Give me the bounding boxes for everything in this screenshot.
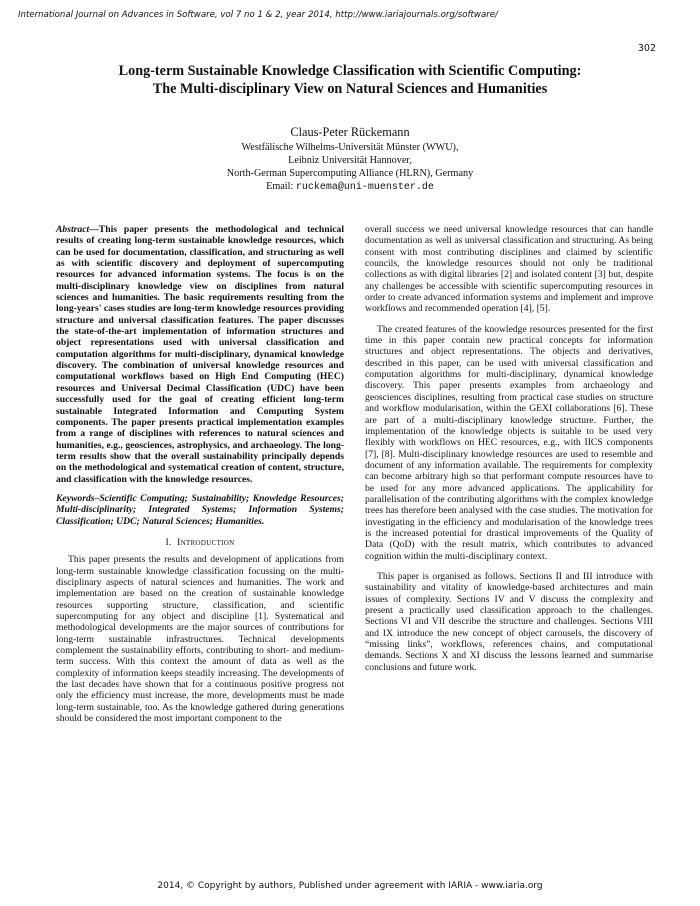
left-column: [56, 224, 344, 724]
intro-paragraph-3: This paper is organised as follows. Sections II and III introduce with sustainability and vitality of knowledge-based architectures and main issues of complexity. Sections IV and V discuss the complexity and present a practically used classification approach to the challenges. Sections VI and VII describe the structure and challenges. Sections VIII and IX introduce the new concept of object carousels, the discovery of “missing links”, workflows, references chains, and computational demands. Sections X and XI discuss the lessons learned and summarise conclusions and future work.: [365, 570, 653, 673]
affiliation-2: Leibniz Universität Hannover,: [288, 155, 412, 166]
author-name: Claus-Peter Rückemann: [290, 125, 410, 139]
affiliation-3: North-German Supercomputing Alliance (HLRN), Germany: [226, 168, 474, 179]
copyright-footer: 2014, © Copyright by authors, Published under agreement with IARIA - www.iaria.org: [157, 881, 543, 891]
email-address: ruckema@uni-muenster.de: [295, 182, 434, 193]
abstract: [56, 224, 344, 485]
section-heading: [56, 537, 344, 548]
section-title: Introduction: [177, 536, 235, 548]
author-block: [40, 124, 660, 194]
abstract-label: Abstract: [56, 224, 90, 235]
paper-title: [40, 62, 660, 98]
abstract-text: —This paper presents the methodological and technical results of creating long-term sustainable knowledge resources, which can be used for documentation, classification, and structuring as well as with scientific discovery and deployment of supercomputing resources for advanced information systems. The focus is on the multi-disciplinary knowledge view on disciplines from natural sciences and humanities. The basic requirements resulting from the long-years' cases studies are long-term knowledge resources providing structure and universal classification features. The paper discusses the state-of-the-art implementation of information structures and object representations used with universal classification and computation algorithms for multi-disciplinary, dynamical knowledge discovery. The combination of universal knowledge resources and computational workflows based on High End Computing (HEC) resources and Universal Decimal Classification (UDC) have been successfully used for the goal of creating efficient long-term sustainable Integrated Information and Computing System components. The paper presents practical implementation examples from a range of disciplines with references to natural sciences and humanities, e.g., geosciences, astrophysics, and archaeology. The long-term results show that the overall sustainability principally depends on the methodological and systematical creation of content, structure, and classification with the knowledge resources.: [56, 224, 344, 485]
right-column: [365, 224, 653, 673]
title-line-2: The Multi-disciplinary View on Natural Sciences and Humanities: [152, 81, 548, 97]
section-number: I.: [165, 536, 172, 548]
email-line: [40, 180, 660, 194]
page-number: 302: [637, 43, 656, 54]
journal-header: International Journal on Advances in Software, vol 7 no 1 & 2, year 2014, http://www.iariajournals.org/software/: [18, 10, 498, 20]
title-line-1: Long-term Sustainable Knowledge Classification with Scientific Computing:: [118, 63, 582, 79]
affiliation-1: Westfälische Wilhelms-Universität Münster (WWU),: [241, 142, 459, 153]
email-label: Email:: [266, 181, 294, 192]
keywords: Keywords–Scientific Computing; Sustainability; Knowledge Resources; Multi-disciplinarity; Integrated Systems; Information Systems; Classification; UDC; Natural Sciences; Humanities.: [56, 492, 344, 527]
intro-paragraph-1: This paper presents the results and development of applications from long-term sustainable knowledge classification focussing on the multi-disciplinary aspects of natural sciences and humanities. The work and implementation are based on the creation of sustainable knowledge resources supporting structure, classification, and scientific supercomputing for any object and discipline [1]. Systematical and methodological developments are the major sources of contributions for long-term sustainable infrastructures. Technical developments complement the sustainability efforts, contributing to short- and medium-term success. With this context the amount of data as well as the complexity of information keeps steadily increasing. The developments of the last decades have shown that for a continuous positive progress not only the efficiency must increase, the more, developments must be made long-term sustainable, too. As the knowledge gathered during generations should be considered the most important component to the: [56, 554, 344, 725]
intro-paragraph-2: The created features of the knowledge resources presented for the first time in this paper contain new practical concepts for information structures and object representations. The objects and derivatives, described in this paper, can be used with universal classification and computation algorithms for multi-disciplinary, dynamical knowledge discovery. This paper presents examples from archaeology and geosciences disciplines, resulting from practical case studies on structure and workflow modularisation, within the GEXI collaborations [6]. These are part of a multi-disciplinary knowledge structure. Further, the implementation of the knowledge objects is suitable to be used very flexibly with workflows on HEC resources, e.g., with IICS components [7], [8]. Multi-disciplinary knowledge resources are used to resemble and document of any information available. The requirements for complexity can become arbitrary high so that performant compute resources have to be used for any more advanced applications. The applicability for parallelisation of the contributing algorithms with the complex knowledge trees has therefore been analysed with the case studies. The motivation for investigating in the efficiency and modularisation of the knowledge trees is the increased potential for drastical improvements of the Quality of Data (QoD) with the result matrix, which contributes to advanced cognition within the multi-disciplinary context.: [365, 323, 653, 562]
intro-paragraph-1-continued: overall success we need universal knowledge resources that can handle documentation as well as universal classification and structuring. As being consent with most contributing disciplines and claimed by scientific councils, the knowledge resources should not only be traditional collections as with digital libraries [2] and isolated content [3] but, despite any challenges be accessible with scientific supercomputing resources in order to create advanced information systems and implement and improve workflows and recommended operation [4], [5].: [365, 224, 653, 315]
